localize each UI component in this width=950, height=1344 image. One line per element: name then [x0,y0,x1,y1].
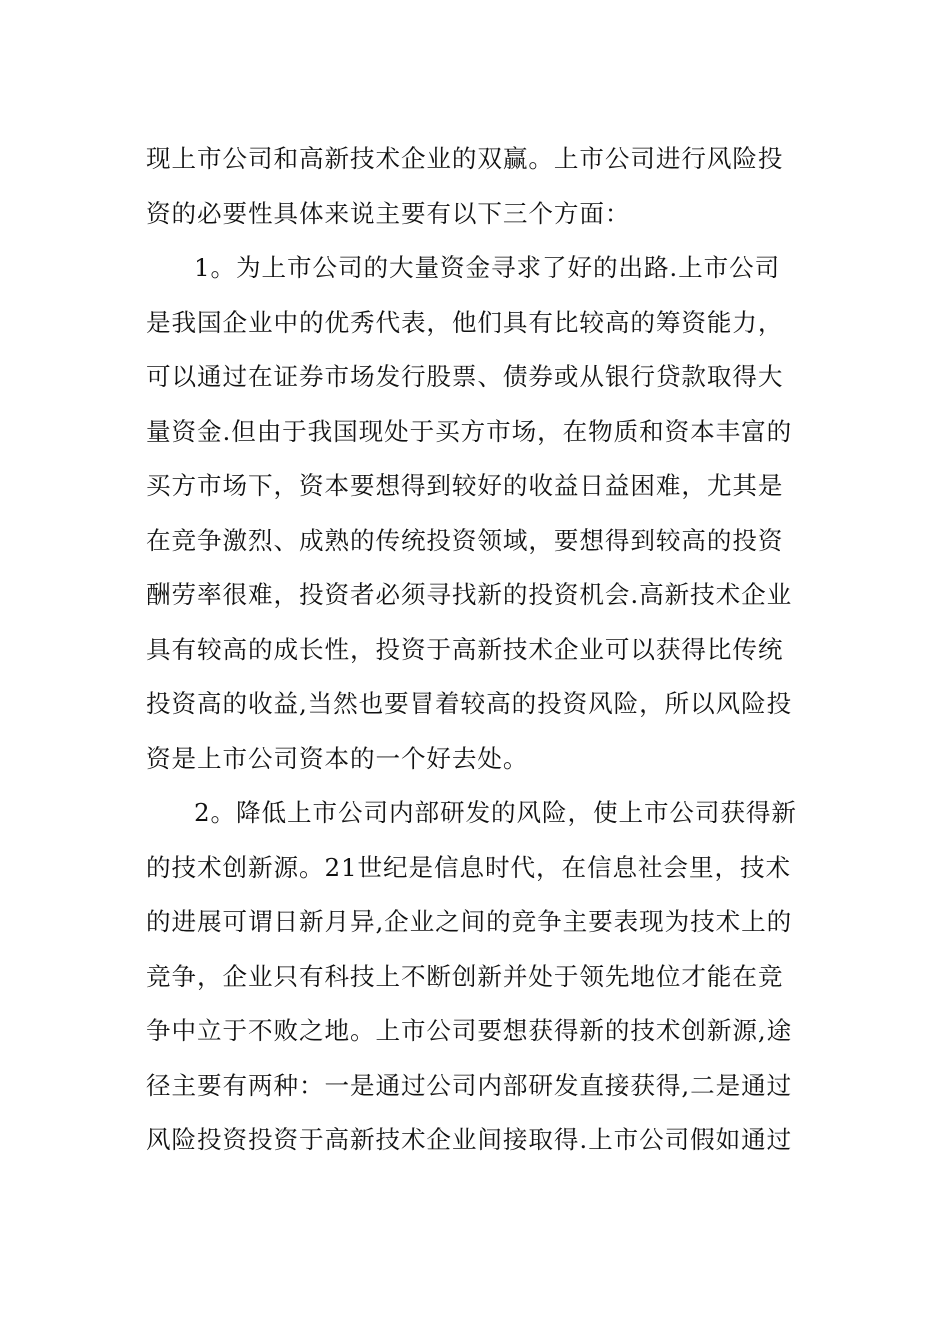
text-line: 可以通过在证券市场发行股票、债券或从银行贷款取得大 [146,362,784,391]
text-line: 径主要有两种：一是通过公司内部研发直接获得,二是通过 [146,1070,793,1100]
body-text [146,132,806,1168]
text-line: 竞争，企业只有科技上不断创新并处于领先地位才能在竞 [146,961,784,991]
text-line: 买方市场下，资本要想得到较好的收益日益困难，尤其是 [146,471,784,500]
text-line: 现上市公司和高新技术企业的双赢。上市公司进行风险投 [146,144,784,173]
text-line: 酬劳率很难，投资者必须寻找新的投资机会.高新技术企业 [146,580,793,609]
text-line: 风险投资投资于高新技术企业间接取得.上市公司假如通过 [146,1125,793,1154]
paragraph-start-line: 1。为上市公司的大量资金寻求了好的出路.上市公司 [194,253,781,282]
text-line: 投资高的收益,当然也要冒着较高的投资风险，所以风险投 [146,689,793,718]
paragraph-start-line: 2。降低上市公司内部研发的风险，使上市公司获得新 [194,798,797,827]
text-line: 的进展可谓日新月异,企业之间的竞争主要表现为技术上的 [146,907,793,936]
text-line: 的技术创新源。21世纪是信息时代，在信息社会里，技术 [146,852,791,882]
text-line: 在竞争激烈、成熟的传统投资领域，要想得到较高的投资 [146,525,784,555]
text-line: 资的必要性具体来说主要有以下三个方面： [146,198,631,228]
text-line: 争中立于不败之地。上市公司要想获得新的技术创新源,途 [146,1016,793,1045]
text-line: 是我国企业中的优秀代表，他们具有比较高的筹资能力， [146,307,784,337]
text-line: 资是上市公司资本的一个好去处。 [146,743,529,773]
text-line: 具有较高的成长性，投资于高新技术企业可以获得比传统 [146,634,784,664]
text-line: 量资金.但由于我国现处于买方市场，在物质和资本丰富的 [146,416,793,446]
